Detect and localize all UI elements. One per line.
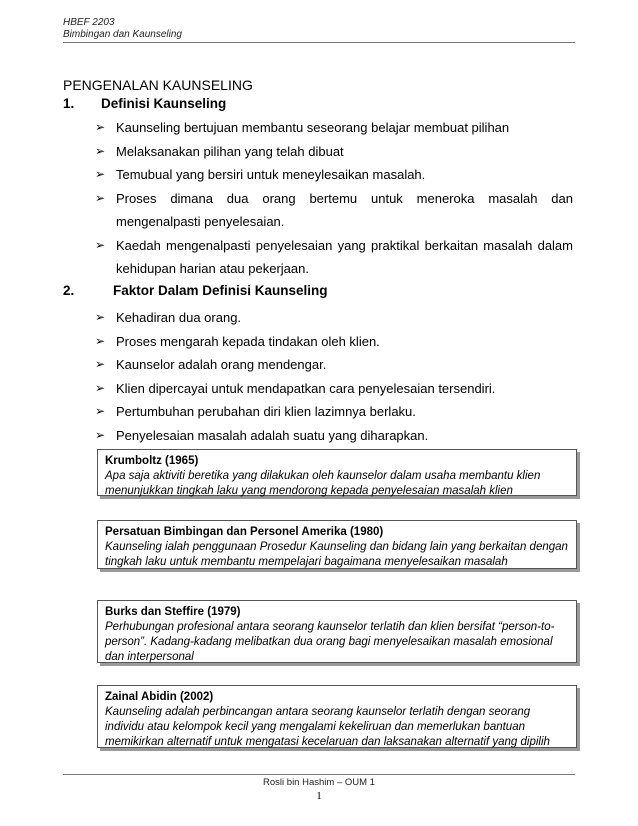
list-item [93, 424, 573, 448]
arrow-bullet-icon: ➢ [95, 167, 106, 181]
list-item [93, 330, 573, 354]
list-item-text: Kehadiran dua orang. [116, 310, 242, 325]
definition-source: Burks dan Steffire (1979) [105, 606, 241, 618]
definition-source: Krumboltz (1965) [105, 455, 199, 467]
list-item-text: Melaksanakan pilihan yang telah dibuat [116, 143, 344, 159]
list-item [93, 306, 573, 330]
list-item-text: Kaunselor adalah orang mendengar. [116, 357, 327, 372]
definition-text: Apa saja aktiviti beretika yang dilakukan oleh kaunselor dalam usaha membantu klien menunjukkan tingkah laku yang mendorong kepada penyelesaian masalah klien [105, 470, 541, 497]
definition-source: Zainal Abidin (2002) [105, 691, 214, 703]
definition-text: Kaunseling ialah penggunaan Prosedur Kaunseling dan bidang lain yang berkaitan dengan tingkah laku untuk membantu mempelajari bagaimana menyelesaikan masalah [105, 541, 568, 568]
section2-list [93, 306, 573, 447]
list-item-text: Temubual yang bersiri untuk meneylesaikan masalah. [116, 167, 426, 182]
list-item [93, 140, 573, 164]
arrow-bullet-icon: ➢ [95, 380, 106, 395]
list-item-text: Proses dimana dua orang bertemu untuk meneroka masalah dan mengenalpasti penyelesaian. [116, 190, 573, 229]
section-title: PENGENALAN KAUNSELING [63, 77, 253, 93]
arrow-bullet-icon: ➢ [95, 357, 106, 371]
section2-heading [63, 283, 328, 298]
definition-box-burks [97, 600, 577, 663]
section2-title: Faktor Dalam Definisi Kaunseling [113, 283, 328, 298]
list-item-text: Pertumbuhan perubahan diri klien lazimnya berlaku. [116, 404, 416, 419]
arrow-bullet-icon: ➢ [95, 310, 106, 324]
arrow-bullet-icon: ➢ [95, 333, 106, 348]
arrow-bullet-icon: ➢ [95, 190, 106, 205]
list-item [93, 234, 573, 281]
list-item [93, 187, 573, 234]
page-header [63, 17, 182, 41]
list-item-text: Klien dipercayai untuk mendapatkan cara penyelesaian tersendiri. [116, 380, 496, 396]
section1-heading [63, 96, 226, 111]
list-item-text: Penyelesaian masalah adalah suatu yang diharapkan. [116, 427, 429, 443]
definition-text: Perhubungan profesional antara seorang kaunselor terlatih dan klien bersifat “person-to-person”. Kadang-kadang melibatkan dua orang bagi menyelesaikan masalah emosional dan interpersonal [105, 621, 555, 663]
definition-source: Persatuan Bimbingan dan Personel Amerika (1980) [105, 526, 384, 538]
footer-author: Rosli bin Hashim – OUM 1 [263, 777, 375, 788]
list-item [93, 400, 573, 424]
arrow-bullet-icon: ➢ [95, 120, 106, 134]
list-item-text: Kaedah mengenalpasti penyelesaian yang praktikal berkaitan masalah dalam kehidupan harian atau pekerjaan. [116, 237, 573, 276]
section2-number: 2. [63, 283, 75, 298]
course-code: HBEF 2203 [63, 17, 115, 28]
arrow-bullet-icon: ➢ [95, 404, 106, 418]
definition-text: Kaunseling adalah perbincangan antara seorang kaunselor terlatih dengan seorang individu atau kelompok kecil yang mengalami kekeliruan dan memerlukan bantuan memikirkan alternatif untuk mengatasi kecelaruan dan laksanakan alternatif yang dipilih [105, 706, 550, 748]
arrow-bullet-icon: ➢ [95, 427, 106, 442]
list-item-text: Kaunseling bertujuan membantu seseorang belajar membuat pilihan [116, 120, 510, 135]
header-divider [63, 42, 575, 43]
section1-title: Definisi Kaunseling [101, 96, 227, 111]
list-item-text: Proses mengarah kepada tindakan oleh klien. [116, 333, 380, 349]
footer-divider [63, 774, 575, 775]
arrow-bullet-icon: ➢ [95, 237, 106, 252]
list-item [93, 163, 573, 187]
section1-number: 1. [63, 96, 75, 111]
list-item [93, 377, 573, 401]
definition-box-persatuan [97, 520, 577, 569]
definition-box-zainal [97, 685, 577, 748]
list-item [93, 116, 573, 140]
list-item [93, 353, 573, 377]
arrow-bullet-icon: ➢ [95, 143, 106, 158]
definition-box-krumboltz [97, 449, 577, 496]
section1-list [93, 116, 573, 281]
course-name: Bimbingan dan Kaunseling [63, 29, 182, 40]
page-number: 1 [316, 790, 322, 802]
